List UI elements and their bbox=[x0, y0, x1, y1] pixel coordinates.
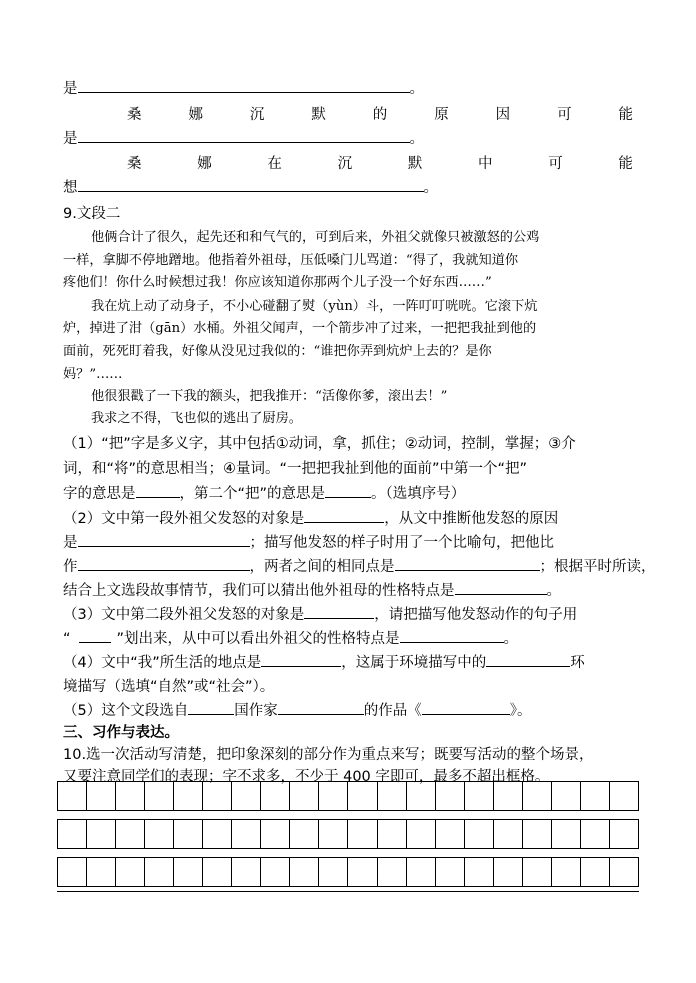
passage-line: 炉，掉进了泔（gān）水桶。外祖父闻声，一个箭步冲了过来，一把把我扯到他的 bbox=[63, 321, 537, 336]
answer-blank[interactable] bbox=[304, 604, 374, 619]
question-line-silence-reason: 桑 娜 沉 默 的 原 因 可 能 bbox=[127, 107, 633, 123]
passage-line: 我求之不得，飞也似的逃出了厨房。 bbox=[91, 411, 302, 426]
subquestion-5-line: （5）这个文段选自 国作家 的作品《 》。 bbox=[63, 700, 633, 722]
subquestion-1-line: 词，和“将”的意思相当；④量词。“一把把我扯到他的面前”中第一个“把” bbox=[63, 461, 528, 477]
answer-blank[interactable] bbox=[304, 508, 384, 523]
answer-blank[interactable] bbox=[136, 483, 180, 498]
subquestion-3-line: （3）文中第二段外祖父发怒的对象是 ，请把描写他发怒动作的句子用 bbox=[63, 604, 633, 626]
subquestion-2-line: 是 ；描写他发怒的样子时用了一个比喻句，把他比 bbox=[63, 532, 633, 554]
question-9-heading: 9.文段二 bbox=[63, 206, 121, 222]
answer-line-3: 想 。 bbox=[63, 177, 633, 199]
subquestion-3-line: “ ”划出来，从中可以看出外祖父的性格特点是 。 bbox=[63, 628, 633, 650]
subquestion-4-line: （4）文中“我”所生活的地点是 ，这属于环境描写中的 环 bbox=[63, 652, 633, 674]
question-line-silence-thoughts: 桑 娜 在 沉 默 中 可 能 bbox=[127, 156, 633, 172]
answer-blank[interactable] bbox=[78, 128, 410, 143]
answer-blank[interactable] bbox=[78, 532, 250, 547]
subquestion-2-line: 结合上文选段故事情节，我们可以猜出他外祖母的性格特点是 。 bbox=[63, 580, 633, 602]
answer-blank[interactable] bbox=[78, 78, 410, 93]
answer-blank[interactable] bbox=[422, 700, 510, 715]
writing-grid-row[interactable] bbox=[57, 781, 639, 811]
writing-grid-row[interactable] bbox=[57, 857, 639, 887]
answer-blank[interactable] bbox=[278, 700, 364, 715]
answer-line-1: 是 。 bbox=[63, 78, 633, 100]
answer-blank[interactable] bbox=[325, 483, 371, 498]
answer-blank[interactable] bbox=[261, 652, 341, 667]
answer-blank[interactable] bbox=[400, 628, 504, 643]
writing-grid-row[interactable] bbox=[57, 819, 639, 849]
section-3-heading: 三、习作与表达。 bbox=[63, 725, 179, 741]
passage-line: 他很狠戳了一下我的额头，把我推开：“活像你爹，滚出去！” bbox=[91, 389, 448, 404]
answer-blank[interactable] bbox=[188, 700, 234, 715]
question-10-line: 10.选一次活动写清楚，把印象深刻的部分作为重点来写；既要写活动的整个场景， bbox=[63, 747, 594, 763]
question-10-line: 又要注意同学们的表现；字不求多，不少于 400 字即可，最多不超出框格。 bbox=[63, 769, 550, 785]
grid-bottom-rule bbox=[57, 891, 639, 892]
subquestion-2-line: （2）文中第一段外祖父发怒的对象是 ，从文中推断他发怒的原因 bbox=[63, 508, 633, 530]
answer-blank[interactable] bbox=[395, 556, 540, 571]
answer-blank[interactable] bbox=[486, 652, 570, 667]
passage-line: 疼他们！你什么时候想过我！你应该知道你那两个儿子没一个好东西……” bbox=[63, 275, 492, 290]
subquestion-1-line: 字的意思是 ，第二个“把”的意思是 。（选填序号） bbox=[63, 483, 633, 505]
passage-line: 一样，拿脚不停地蹭地。他指着外祖母，压低嗓门儿骂道：“得了，我就知道你 bbox=[63, 253, 519, 268]
subquestion-4-line: 境描写（选填“自然”或“社会”）。 bbox=[63, 679, 275, 695]
passage-line: 他俩合计了很久，起先还和和气气的，可到后来，外祖父就像只被激怒的公鸡 bbox=[91, 230, 540, 245]
subquestion-2-line: 作 ，两者之间的相同点是 ；根据平时所读， bbox=[63, 556, 633, 578]
answer-line-2: 是 。 bbox=[63, 128, 633, 150]
passage-line: 面前，死死盯着我，好像从没见过我似的：“谁把你弄到炕炉上去的？是你 bbox=[63, 344, 492, 359]
passage-line: 妈？”…… bbox=[63, 367, 123, 382]
answer-blank[interactable] bbox=[78, 556, 250, 571]
answer-blank[interactable] bbox=[78, 177, 424, 192]
passage-line: 我在炕上动了动身子，不小心碰翻了熨（yùn）斗，一阵叮叮咣咣。它滚下炕 bbox=[91, 299, 538, 314]
underline-mark-sample bbox=[79, 628, 111, 643]
subquestion-1-line: （1）“把”字是多义字，其中包括①动词，拿，抓住；②动词，控制，掌握；③介 bbox=[63, 436, 576, 452]
answer-blank[interactable] bbox=[455, 580, 547, 595]
